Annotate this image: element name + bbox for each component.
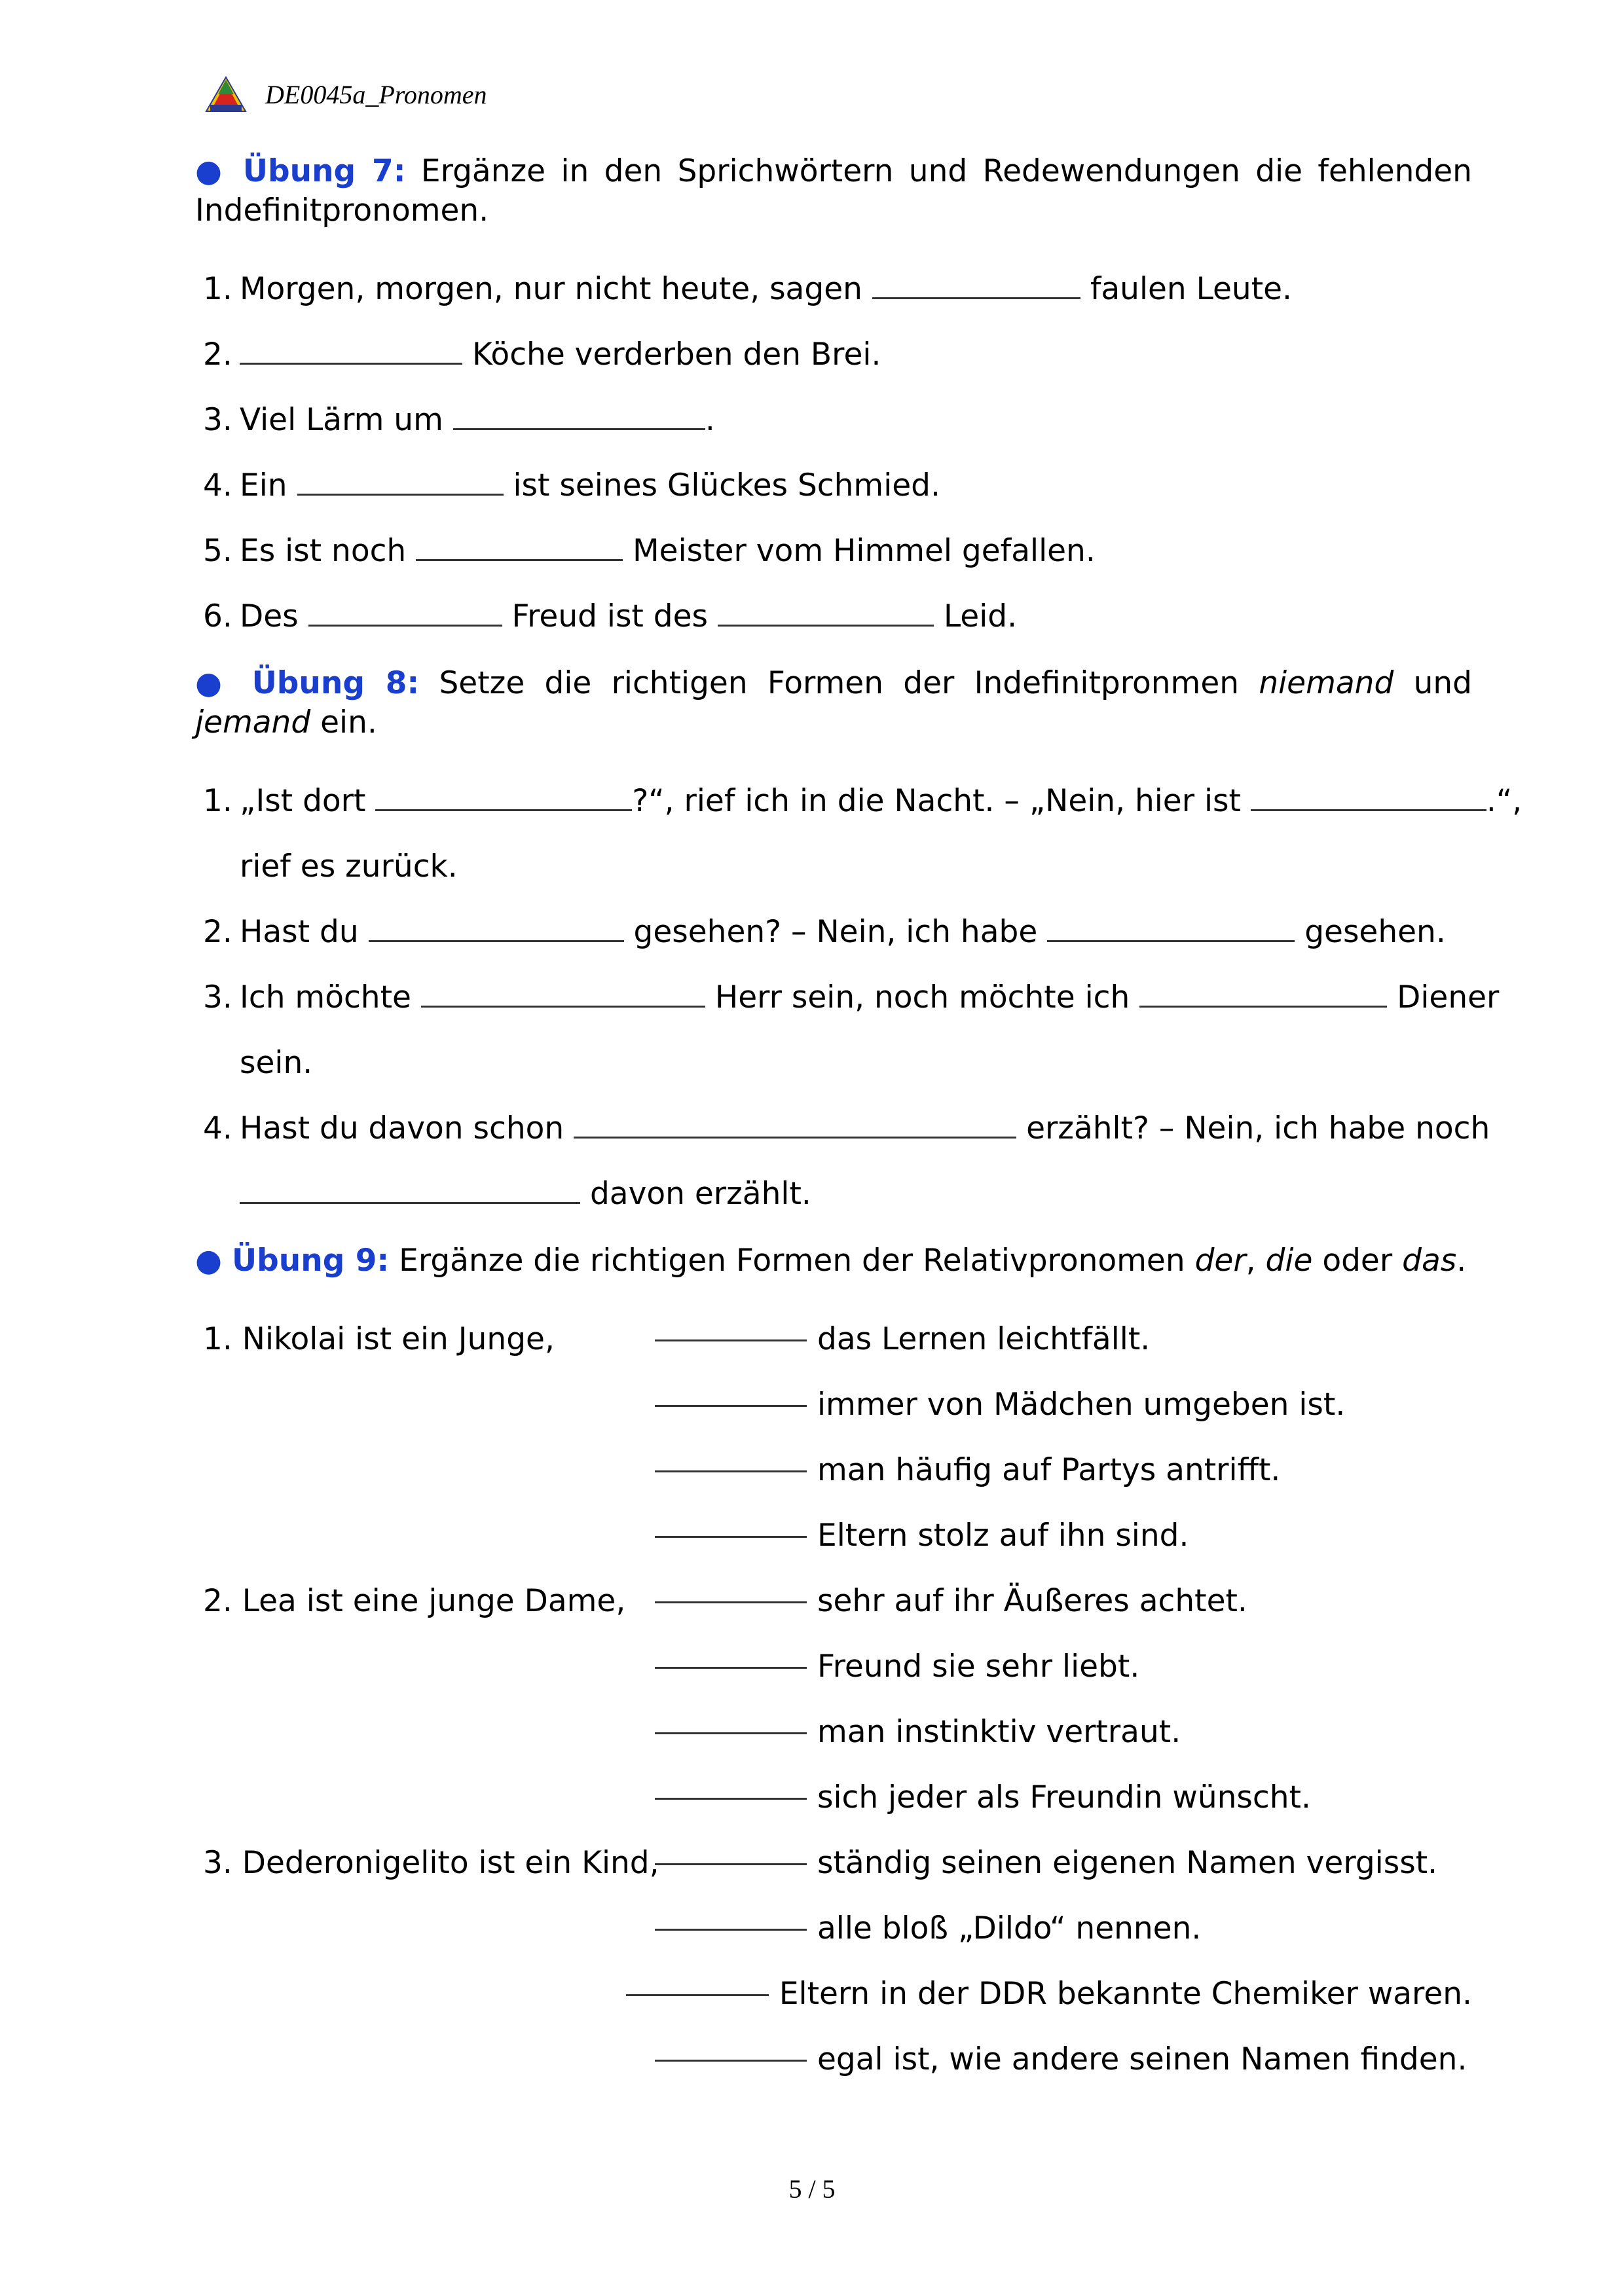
answer-blank[interactable] [655, 1634, 807, 1669]
answer-blank[interactable] [655, 1372, 807, 1407]
page-header [205, 73, 487, 115]
answer-blank[interactable] [718, 592, 934, 627]
answer-blank[interactable] [655, 2027, 807, 2062]
answer-blank[interactable] [240, 1169, 580, 1204]
exercise-7-title: Übung 7: [242, 153, 406, 189]
answer-blank[interactable] [655, 1503, 807, 1538]
answer-blank[interactable] [1047, 907, 1295, 942]
relative-clause-row: Eltern stolz auf ihn sind. [203, 1503, 1472, 1569]
relative-clause-row: 1. Nikolai ist ein Junge, das Lernen leichtfällt. [203, 1307, 1472, 1372]
bullet: ● [195, 153, 228, 189]
exercise-item: 2. Hast du gesehen? – Nein, ich habe gesehen. [203, 900, 1472, 965]
relative-clause-row: 3. Dederonigelito ist ein Kind, ständig seinen eigenen Namen vergisst. [203, 1831, 1472, 1896]
relative-clause-row: sich jeder als Freundin wünscht. [203, 1765, 1472, 1831]
exercise-item: 2. Köche verderben den Brei. [203, 322, 1472, 388]
pronoun-das: das [1402, 1243, 1457, 1279]
bullet: ● [195, 1243, 223, 1279]
answer-blank[interactable] [655, 1307, 807, 1341]
relative-clause-row: Eltern in der DDR bekannte Chemiker waren. [203, 1961, 1472, 2027]
relative-clause-row: man instinktiv vertraut. [203, 1700, 1472, 1765]
triangle-logo-icon [205, 76, 247, 113]
exercise-9-heading: ● Übung 9: Ergänze die richtigen Formen der Relativpronomen der, die oder das. [195, 1243, 1467, 1279]
answer-blank[interactable] [655, 1700, 807, 1734]
answer-blank[interactable] [626, 1961, 768, 1996]
exercise-item-continued: sein. [240, 1045, 313, 1081]
exercise-7-heading [195, 152, 1472, 230]
group-lead: 3. Dederonigelito ist ein Kind, [203, 1845, 659, 1881]
exercise-item: 3. Ich möchte Herr sein, noch möchte ich Diener [203, 965, 1472, 1030]
answer-blank[interactable] [655, 1569, 807, 1603]
answer-blank[interactable] [308, 592, 502, 627]
exercise-8-items [203, 769, 1522, 1227]
answer-blank[interactable] [872, 264, 1080, 299]
relative-clause-row: egal ist, wie andere seinen Namen finden. [203, 2027, 1472, 2092]
answer-blank[interactable] [421, 973, 705, 1008]
exercise-8-heading: ● Übung 8: Setze die richtigen Formen der Indefinitpronmen niemand und jemand ein. [195, 665, 1472, 740]
answer-blank[interactable] [416, 526, 623, 561]
pronoun-niemand: niemand [1259, 665, 1394, 701]
answer-blank[interactable] [1251, 776, 1486, 811]
answer-blank[interactable] [655, 1765, 807, 1800]
exercise-item: 1. Morgen, morgen, nur nicht heute, sagen faulen Leute. [203, 257, 1472, 322]
exercise-item-continued: rief es zurück. [240, 848, 458, 884]
answer-blank[interactable] [655, 1831, 807, 1865]
relative-clause-row: alle bloß „Dildo“ nennen. [203, 1896, 1472, 1961]
answer-blank[interactable] [655, 1438, 807, 1472]
exercise-item: 4. Hast du davon schon erzählt? – Nein, ich habe noch [203, 1096, 1472, 1161]
exercise-item: 1. „Ist dort ?“, rief ich in die Nacht. – „Nein, hier ist .“, [203, 769, 1472, 834]
relative-clause-row: man häufig auf Partys antrifft. [203, 1438, 1472, 1503]
group-lead: 1. Nikolai ist ein Junge, [203, 1321, 555, 1357]
answer-blank[interactable] [369, 907, 624, 942]
answer-blank[interactable] [297, 461, 504, 496]
exercise-item: 4. Ein ist seines Glückes Schmied. [203, 453, 1472, 519]
exercise-7-items [203, 257, 1472, 649]
worksheet-content [195, 152, 1522, 2092]
answer-blank[interactable] [375, 776, 632, 811]
exercise-item: 6. Des Freud ist des Leid. [203, 584, 1472, 649]
bullet: ● [195, 665, 232, 701]
page-number: 5 / 5 [788, 2174, 836, 2204]
exercise-9-items [203, 1307, 1472, 2092]
pronoun-jemand: jemand [195, 704, 311, 740]
answer-blank[interactable] [453, 395, 705, 430]
exercise-item: 5. Es ist noch Meister vom Himmel gefallen. [203, 519, 1472, 584]
relative-clause-row: Freund sie sehr liebt. [203, 1634, 1472, 1700]
document-id: DE0045a_Pronomen [265, 79, 487, 109]
pronoun-der: der [1194, 1243, 1246, 1279]
group-lead: 2. Lea ist eine junge Dame, [203, 1583, 626, 1619]
pronoun-die: die [1265, 1243, 1313, 1279]
exercise-9-title: Übung 9: [231, 1243, 390, 1279]
exercise-7-instruction: Ergänze in den Sprichwörtern und Redewendungen die fehlenden Indefinitpronomen. [195, 153, 1472, 228]
exercise-item-continued: davon erzählt. [203, 1161, 1472, 1227]
answer-blank[interactable] [1139, 973, 1387, 1008]
answer-blank[interactable] [574, 1104, 1016, 1139]
relative-clause-row: immer von Mädchen umgeben ist. [203, 1372, 1472, 1438]
answer-blank[interactable] [655, 1896, 807, 1931]
relative-clause-row: 2. Lea ist eine junge Dame, sehr auf ihr Äußeres achtet. [203, 1569, 1472, 1634]
exercise-8-title: Übung 8: [251, 665, 420, 701]
answer-blank[interactable] [240, 330, 462, 365]
exercise-item: 3. Viel Lärm um . [203, 388, 1472, 453]
